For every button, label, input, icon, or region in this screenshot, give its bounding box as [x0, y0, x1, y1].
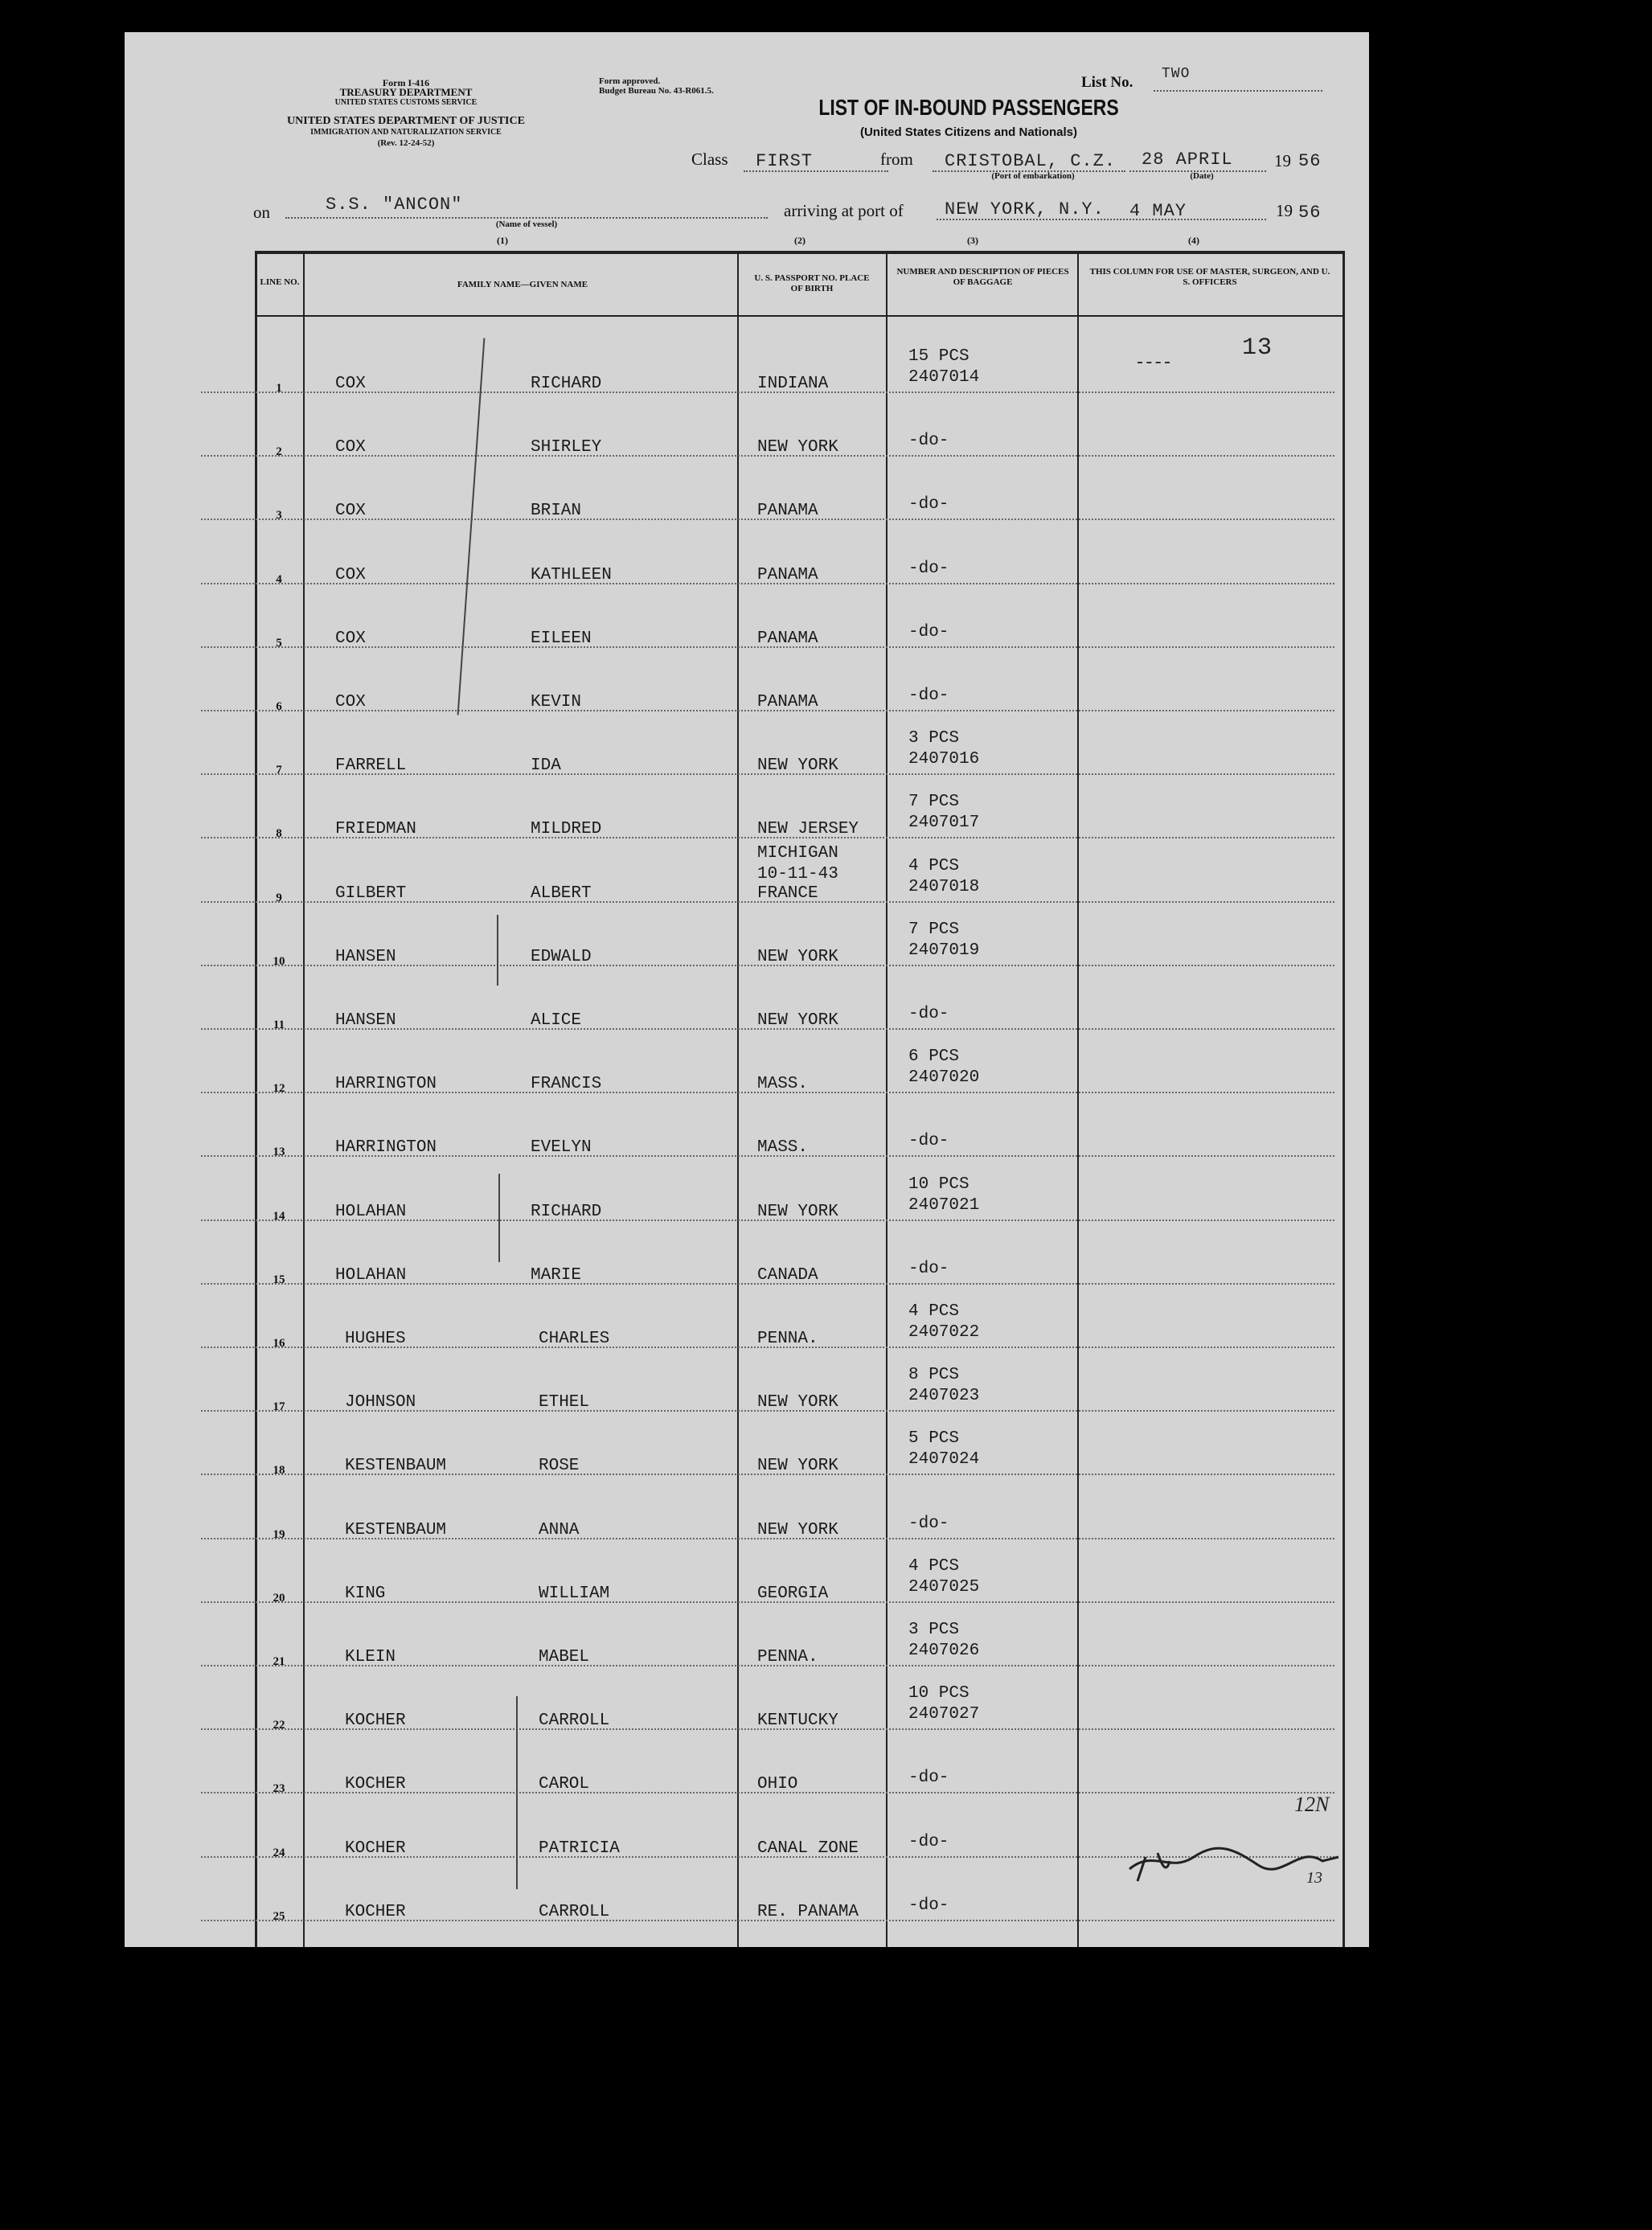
- vessel-name: S.S. "ANCON": [326, 195, 463, 215]
- place-of-birth: NEW YORK: [757, 1520, 838, 1539]
- line-number: 2: [276, 445, 282, 459]
- page-subtitle: (United States Citizens and Nationals): [859, 125, 1078, 139]
- list-no-label: List No.: [1081, 74, 1133, 91]
- place-of-birth: NEW YORK: [757, 1393, 838, 1412]
- family-name: HARRINGTON: [335, 1075, 437, 1094]
- pencil-bracket: [457, 338, 486, 715]
- place-of-birth: GEORGIA: [757, 1584, 829, 1603]
- port-of-embarkation: CRISTOBAL, C.Z.: [945, 151, 1117, 171]
- baggage-pieces: 4 PCS: [908, 1556, 960, 1576]
- row-rule: [201, 583, 1334, 584]
- col-header-name: FAMILY NAME—GIVEN NAME: [457, 280, 588, 289]
- row-rule: [201, 1538, 1334, 1539]
- family-name: COX: [335, 502, 366, 521]
- place-of-birth: FRANCE: [757, 883, 818, 903]
- row-rule: [201, 391, 1334, 393]
- vessel-caption: (Name of vessel): [495, 219, 558, 229]
- baggage-pieces: 10 PCS: [908, 1684, 969, 1703]
- place-of-birth: NEW YORK: [757, 947, 838, 966]
- page-title: LIST OF IN-BOUND PASSENGERS: [818, 95, 1119, 120]
- given-name: MARIE: [531, 1265, 582, 1285]
- baggage-tag: 2407025: [908, 1577, 980, 1597]
- given-name: KATHLEEN: [531, 565, 612, 584]
- row-rule: [201, 1601, 1334, 1603]
- line-number: 14: [273, 1209, 285, 1223]
- given-name: EILEEN: [531, 629, 592, 648]
- baggage-tag: -do-: [908, 495, 949, 514]
- port-of-arrival: NEW YORK, N.Y.: [945, 199, 1105, 219]
- given-name: WILLIAM: [539, 1584, 610, 1603]
- passenger-list-sheet: [125, 32, 1369, 1947]
- treasury-label: TREASURY DEPARTMENT: [339, 86, 473, 98]
- place-of-birth: MASS.: [757, 1138, 809, 1158]
- place-of-birth: NEW YORK: [757, 1011, 838, 1030]
- given-name: PATRICIA: [539, 1839, 620, 1858]
- baggage-tag: 2407019: [908, 941, 980, 960]
- officer-dash-mark: [1138, 362, 1170, 363]
- line-number: 23: [273, 1782, 285, 1796]
- family-name: KING: [345, 1584, 386, 1603]
- line-number: 9: [276, 891, 282, 904]
- given-name: CARROLL: [539, 1711, 610, 1731]
- place-of-birth: PANAMA: [757, 629, 818, 648]
- form-number: Form I-416: [382, 77, 430, 88]
- row-rule: [201, 1665, 1334, 1666]
- row-rule: [201, 519, 1334, 520]
- form-approved: Form approved.: [599, 76, 661, 86]
- baggage-pieces: 4 PCS: [908, 1302, 960, 1321]
- baggage-tag: -do-: [908, 559, 949, 578]
- baggage-tag: -do-: [908, 1259, 949, 1278]
- baggage-tag: 2407021: [908, 1195, 980, 1215]
- place-of-birth: NEW JERSEY: [757, 820, 859, 839]
- given-name: FRANCIS: [531, 1075, 602, 1094]
- from-label: from: [880, 150, 913, 169]
- row-rule: [201, 1474, 1334, 1475]
- baggage-pieces: 7 PCS: [908, 793, 960, 812]
- col-num-4: (4): [1188, 235, 1199, 246]
- family-name: GILBERT: [335, 883, 407, 903]
- family-name: KOCHER: [345, 1711, 406, 1731]
- line-number: 5: [276, 636, 282, 650]
- row-rule: [201, 837, 1334, 838]
- given-name: CAROL: [539, 1775, 590, 1794]
- col-header-passport: U. S. PASSPORT NO. PLACE OF BIRTH: [754, 273, 870, 293]
- line-number: 18: [273, 1464, 285, 1478]
- baggage-tag: -do-: [908, 1132, 949, 1151]
- line-number: 24: [273, 1846, 285, 1859]
- baggage-tag: -do-: [908, 1005, 949, 1023]
- class-value: FIRST: [756, 151, 814, 171]
- row-rule: [201, 1220, 1334, 1221]
- given-name: MABEL: [539, 1648, 590, 1666]
- baggage-tag: 2407026: [908, 1642, 980, 1660]
- given-name: EDWALD: [531, 947, 592, 966]
- given-name: CHARLES: [539, 1330, 610, 1348]
- family-name: KESTENBAUM: [345, 1520, 447, 1539]
- baggage-pieces: 5 PCS: [908, 1429, 960, 1449]
- baggage-tag: -do-: [908, 432, 949, 451]
- place-of-birth: INDIANA: [757, 375, 829, 393]
- family-name: JOHNSON: [345, 1393, 416, 1412]
- line-number: 8: [276, 827, 282, 841]
- pencil-bracket: [497, 915, 498, 986]
- given-name: ALBERT: [531, 883, 592, 903]
- year-prefix-2: 19: [1276, 201, 1293, 220]
- place-of-birth: PANAMA: [757, 565, 818, 584]
- row-rule: [201, 646, 1334, 648]
- baggage-tag: -do-: [908, 1514, 949, 1533]
- baggage-tag: 2407016: [908, 750, 980, 769]
- baggage-tag: 2407018: [908, 877, 980, 896]
- family-name: HOLAHAN: [335, 1202, 407, 1221]
- line-number: 6: [276, 700, 282, 713]
- place-of-birth: OHIO: [757, 1775, 798, 1794]
- place-of-birth: CANADA: [757, 1265, 818, 1285]
- given-name: KEVIN: [531, 693, 582, 711]
- baggage-tag: 2407020: [908, 1068, 980, 1088]
- row-rule: [201, 1283, 1334, 1285]
- immigration-label: IMMIGRATION AND NATURALIZATION SERVICE: [310, 128, 502, 137]
- baggage-pieces: 4 PCS: [908, 856, 960, 875]
- pencil-bracket: [516, 1696, 518, 1889]
- place-of-birth: PENNA.: [757, 1648, 818, 1666]
- place-of-birth: PENNA.: [757, 1330, 818, 1348]
- col-header-officers: THIS COLUMN FOR USE OF MASTER, SURGEON, AND U. S. OFFICERS: [1089, 267, 1330, 287]
- on-label: on: [253, 203, 270, 222]
- baggage-tag: -do-: [908, 1896, 949, 1915]
- place-of-birth: CANAL ZONE: [757, 1839, 859, 1858]
- baggage-tag: 2407023: [908, 1387, 980, 1406]
- family-name: HANSEN: [335, 1011, 396, 1030]
- year-prefix: 19: [1274, 151, 1291, 170]
- family-name: HUGHES: [345, 1330, 406, 1348]
- baggage-tag: 2407014: [908, 368, 980, 387]
- family-name: KOCHER: [345, 1775, 406, 1794]
- row-rule: [201, 1728, 1334, 1730]
- line-number: 15: [273, 1273, 285, 1286]
- line-number: 22: [273, 1719, 285, 1732]
- line-number: 10: [273, 954, 285, 968]
- place-of-birth: NEW YORK: [757, 1202, 838, 1221]
- family-name: HANSEN: [335, 947, 396, 966]
- given-name: ROSE: [539, 1457, 580, 1476]
- row-rule: [201, 1155, 1334, 1157]
- arrival-year: 56: [1298, 203, 1322, 223]
- arriving-label: arriving at port of: [784, 201, 904, 220]
- row-rule: [201, 710, 1334, 711]
- place-of-birth: NEW YORK: [757, 756, 838, 776]
- given-name: MILDRED: [531, 820, 602, 839]
- baggage-tag: -do-: [908, 1769, 949, 1788]
- family-name: KLEIN: [345, 1648, 396, 1666]
- port-embark-caption: (Port of embarkation): [991, 171, 1075, 181]
- family-name: KESTENBAUM: [345, 1457, 447, 1476]
- arrival-date: 4 MAY: [1129, 201, 1187, 221]
- pencil-bracket: [498, 1174, 500, 1262]
- line-number: 7: [276, 764, 282, 777]
- place-of-birth: PANAMA: [757, 693, 818, 711]
- signature-note: 12N: [1294, 1793, 1330, 1816]
- given-name: ETHEL: [539, 1393, 590, 1412]
- family-name: COX: [335, 693, 366, 711]
- given-name: ALICE: [531, 1011, 582, 1030]
- baggage-pieces: 3 PCS: [908, 1621, 960, 1639]
- date-caption: (Date): [1190, 171, 1214, 181]
- row-rule: [201, 1347, 1334, 1348]
- class-label: Class: [691, 150, 728, 169]
- revision-label: (Rev. 12-24-52): [377, 138, 435, 148]
- line-number: 3: [276, 509, 282, 523]
- line-number: 16: [273, 1337, 285, 1350]
- baggage-tag: 2407022: [908, 1323, 980, 1342]
- given-name: IDA: [531, 756, 561, 776]
- family-name: KOCHER: [345, 1839, 406, 1858]
- col-header-line: LINE NO.: [260, 277, 300, 287]
- given-name: BRIAN: [531, 502, 582, 521]
- line-number: 20: [273, 1591, 285, 1605]
- line-number: 25: [273, 1909, 285, 1923]
- customs-label: UNITED STATES CUSTOMS SERVICE: [334, 98, 478, 107]
- line-number: 11: [273, 1019, 285, 1031]
- signature-note-sub: 13: [1306, 1869, 1322, 1887]
- col-num-1: (1): [497, 235, 508, 246]
- given-name: ANNA: [539, 1520, 580, 1539]
- baggage-pieces: 10 PCS: [908, 1174, 969, 1194]
- departure-date: 28 APRIL: [1142, 150, 1233, 170]
- place-of-birth: NEW YORK: [757, 438, 838, 457]
- line-number: 13: [273, 1146, 285, 1159]
- list-no-value: TWO: [1162, 66, 1191, 82]
- col-header-baggage: NUMBER AND DESCRIPTION OF PIECES OF BAGGAGE: [896, 267, 1069, 287]
- baggage-tag: -do-: [908, 687, 949, 705]
- place-of-birth: NEW YORK: [757, 1457, 838, 1476]
- budget-bureau: Budget Bureau No. 43-R061.5.: [599, 86, 714, 96]
- family-name: COX: [335, 375, 366, 393]
- family-name: FARRELL: [335, 756, 407, 776]
- place-of-birth: MASS.: [757, 1075, 809, 1094]
- officer-count-note: 13: [1242, 334, 1273, 362]
- family-name: COX: [335, 438, 366, 457]
- given-name: SHIRLEY: [531, 438, 602, 457]
- family-name: HOLAHAN: [335, 1265, 407, 1285]
- row-rule: [201, 1410, 1334, 1412]
- place-of-birth: KENTUCKY: [757, 1711, 838, 1731]
- justice-label: UNITED STATES DEPARTMENT OF JUSTICE: [287, 115, 525, 127]
- place-of-birth: PANAMA: [757, 502, 818, 521]
- baggage-pieces: 8 PCS: [908, 1366, 960, 1385]
- baggage-tag: -do-: [908, 622, 949, 642]
- row-rule: [201, 1920, 1334, 1921]
- line-number: 4: [276, 572, 282, 586]
- place-of-birth: RE. PANAMA: [757, 1902, 859, 1921]
- given-name: CARROLL: [539, 1902, 610, 1921]
- given-name: RICHARD: [531, 375, 602, 393]
- row-rule: [201, 1028, 1334, 1030]
- baggage-tag: -do-: [908, 1832, 949, 1851]
- baggage-tag: 2407027: [908, 1705, 980, 1724]
- baggage-tag: 2407024: [908, 1450, 980, 1470]
- family-name: HARRINGTON: [335, 1138, 437, 1158]
- given-name: RICHARD: [531, 1202, 602, 1221]
- line-number: 17: [273, 1400, 285, 1414]
- line-number: 12: [273, 1082, 285, 1096]
- baggage-pieces: 3 PCS: [908, 729, 960, 748]
- family-name: FRIEDMAN: [335, 820, 416, 839]
- baggage-pieces: 15 PCS: [908, 347, 969, 366]
- departure-year: 56: [1298, 151, 1322, 171]
- col-num-2: (2): [794, 235, 806, 246]
- row-rule: [201, 1792, 1334, 1793]
- line-number: 1: [276, 382, 282, 395]
- row-rule: [201, 965, 1334, 966]
- row-rule: [201, 773, 1334, 775]
- baggage-tag: 2407017: [908, 814, 980, 833]
- line-number: 21: [273, 1655, 285, 1668]
- family-name: COX: [335, 565, 366, 584]
- given-name: EVELYN: [531, 1138, 592, 1158]
- baggage-pieces: 6 PCS: [908, 1047, 960, 1067]
- col-num-3: (3): [967, 235, 978, 246]
- row-rule: [201, 1092, 1334, 1093]
- row-rule: [201, 901, 1334, 903]
- line-number: 19: [273, 1527, 285, 1541]
- family-name: KOCHER: [345, 1902, 406, 1921]
- place-of-birth-note: MICHIGAN 10-11-43: [757, 843, 838, 883]
- baggage-pieces: 7 PCS: [908, 920, 960, 939]
- row-rule: [201, 455, 1334, 457]
- family-name: COX: [335, 629, 366, 648]
